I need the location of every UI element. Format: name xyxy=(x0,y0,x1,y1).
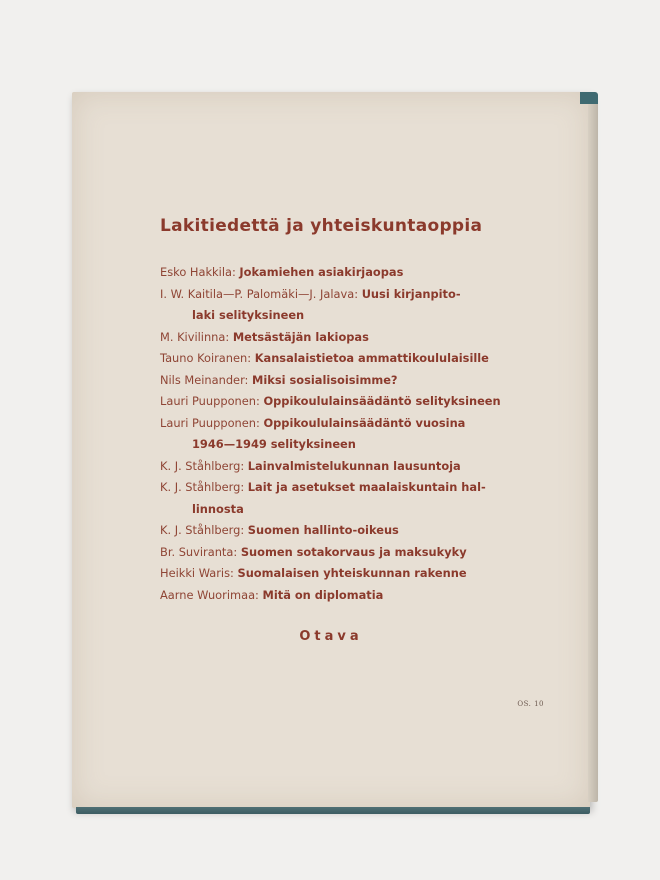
book-author: K. J. Ståhlberg: xyxy=(160,458,245,473)
book-back-cover xyxy=(72,92,590,808)
list-item-continuation xyxy=(160,434,532,456)
book-author: Br. Suviranta: xyxy=(160,544,238,559)
list-item xyxy=(160,477,532,499)
book-title: Suomen hallinto-oikeus xyxy=(247,523,399,537)
book-list xyxy=(160,262,532,606)
book-author: K. J. Ståhlberg: xyxy=(160,523,245,537)
publisher-name: Otava xyxy=(299,629,363,644)
book-title: Lainvalmistelukunnan lausuntoja xyxy=(247,458,461,473)
list-item xyxy=(160,391,532,413)
spine-corner xyxy=(580,92,598,104)
book-author: Heikki Waris: xyxy=(160,566,234,580)
list-item xyxy=(160,413,532,435)
list-item-continuation xyxy=(160,499,532,521)
book-title-continued: linnosta xyxy=(192,501,244,516)
book-title: Kansalaistietoa ammattikoululaisille xyxy=(254,351,489,365)
book-author: Lauri Puupponen: xyxy=(160,415,260,430)
book-title-continued: laki selityksineen xyxy=(192,308,305,322)
list-item-continuation xyxy=(160,305,532,327)
catalog-code: OS. 10 xyxy=(517,700,544,708)
book-title: Suomalaisen yhteiskunnan rakenne xyxy=(237,566,467,580)
list-item xyxy=(160,348,532,370)
book-author: Lauri Puupponen: xyxy=(160,394,260,408)
list-item xyxy=(160,370,532,392)
list-item xyxy=(160,284,532,306)
book-title: Mitä on diplomatia xyxy=(262,587,384,602)
book-title: Metsästäjän lakiopas xyxy=(232,329,369,344)
list-item xyxy=(160,585,532,607)
list-item xyxy=(160,327,532,349)
list-item xyxy=(160,542,532,564)
series-title: Lakitiedettä ja yhteiskuntaoppia xyxy=(160,216,483,236)
book-title: Jokamiehen asiakirjaopas xyxy=(239,265,404,279)
book-author: K. J. Ståhlberg: xyxy=(160,480,245,494)
list-item xyxy=(160,520,532,542)
list-item xyxy=(160,563,532,585)
book-title: Oppikoululainsäädäntö selityksineen xyxy=(263,394,501,408)
book-title: Suomen sotakorvaus ja maksukyky xyxy=(240,544,467,559)
book-author: I. W. Kaitila—P. Palomäki—J. Jalava: xyxy=(160,286,359,301)
book-author: Esko Hakkila: xyxy=(160,265,236,279)
book-title: Miksi sosialisoisimme? xyxy=(252,372,398,387)
book-title: Uusi kirjanpito- xyxy=(361,286,461,301)
book-author: Aarne Wuorimaa: xyxy=(160,587,259,602)
book-title: Lait ja asetukset maalaiskuntain hal- xyxy=(247,480,486,494)
book-title: Oppikoululainsäädäntö vuosina xyxy=(263,415,466,430)
book-author: Nils Meinander: xyxy=(160,372,249,387)
list-item xyxy=(160,456,532,478)
book-author: M. Kivilinna: xyxy=(160,329,230,344)
book-title-continued: 1946—1949 selityksineen xyxy=(192,437,356,451)
list-item xyxy=(160,262,532,284)
book-author: Tauno Koiranen: xyxy=(160,351,252,365)
